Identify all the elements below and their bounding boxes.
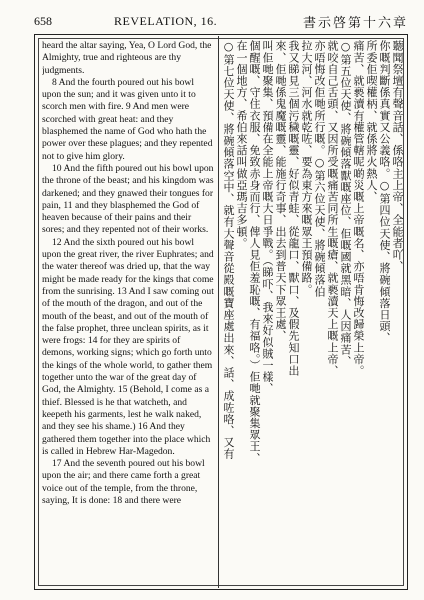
book-title: REVELATION, 16. — [114, 14, 218, 28]
chinese-column: 你嘅判斷係真實又公義咯。○第四位天使、將碗傾落日頭、 — [378, 40, 391, 344]
chinese-column: 我又睇見三個污穢嘅靈、好似青蛙、從龍口、獸口、及假先知口出 — [287, 40, 300, 377]
page-header — [34, 10, 408, 32]
chinese-column: 拉大河、河水就乾咗、要為東方來嘅眾王預備路。 — [300, 40, 313, 296]
chinese-column: 聽聞祭壇有聲音話、係咯主上帝、全能者吖、 — [391, 40, 404, 272]
english-text-column — [42, 40, 214, 580]
english-paragraph: 8 And the fourth poured out his bowl upon the sun; and it was given unto it to scorch men with fire. 9 And men were scorched with great heat: and they blasphemed the name of God who hath the power over these plagues; and they repented not to give him glory. — [42, 76, 213, 162]
page-number: 658 — [34, 14, 52, 28]
chinese-book-title: 書示啓第十六章 — [302, 16, 408, 31]
english-paragraph: 10 And the fifth poured out his bowl upon the throne of the beast; and his kingdom was darkened; and they gnawed their tongues for pain, 11 and they blasphemed the God of heaven because of their pains and their sores; and they repented not of their works. — [42, 162, 214, 236]
chinese-column: 所委佢喫權柄、就係將火熱人、 — [365, 40, 378, 203]
english-paragraph: heard the altar saying, Yea, O Lord God, the Almighty, true and righteous are thy judgments. — [42, 40, 212, 76]
english-paragraph: 17 And the seventh poured out his bowl upon the air; and there came forth a great voice out of the temple, from the throne, saying, It is done: 18 and there were — [42, 458, 205, 506]
column-divider — [218, 36, 219, 588]
chinese-column: ○第五位天使、將碗傾落獸嘅座位、佢嘅國就黑暗、人因痛苦、 — [339, 40, 352, 367]
chinese-column: 個醒嘅、守住衣服、免致赤身而行、俾人見佢羞恥嘅、有福咯。）佢哋就聚集眾王、 — [248, 40, 261, 464]
chinese-column: ○第七位天使、將碗傾落空中、就有大聲音從殿嘅寶座處出來、話、成咗咯、又有 — [222, 40, 235, 460]
chinese-column: 痛苦、就褻瀆有權管轄呢啲災嘅上帝嘅名、亦唔肯悔改歸榮上帝。 — [352, 40, 365, 377]
english-paragraph: 12 And the sixth poured out his bowl upon the great river, the river Euphrates; and the water thereof was dried up, that the way might be made ready for the kings that come from the sunrising. 13 And I saw coming out of the mouth of the dragon, and out of the mouth of the beast, and out of the mouth of the false prophet, three unclean spirits, as it were frogs: 14 for they are spirits of demons, working signs; which go forth unto the kings of the whole world, to gather them together unto the war of the great day of God, the Almighty. 15 (Behold, I come as a thief. Blessed is he that watcheth, and keepeth his garments, lest he walk naked, and they see his shame.) 16 And they gathered them together into the place which is called in Hebrew Har-Magedon. — [42, 236, 214, 457]
chinese-column: 就咬自己舌頭、又因所受嘅痛苦同所生嘅瘡、就褻瀆天上嘅上帝、 — [326, 40, 339, 377]
chinese-column: 來、佢哋係鬼魔嘅靈、能施行奇事、出去到普天下眾王處、 — [274, 40, 287, 342]
chinese-column: 叫佢哋聚集、預備在全能上帝嘅大日爭戰。（睇吓、我來好似賊一樣、 — [261, 40, 274, 395]
chinese-text-block — [222, 40, 404, 580]
chinese-column: 在一個地方、希伯來話叫做亞瑪吉多頓。 — [235, 40, 248, 249]
chinese-column: 亦唔悔改佢哋所行嘅。○第六位天使、將碗傾落伯 — [313, 40, 326, 298]
